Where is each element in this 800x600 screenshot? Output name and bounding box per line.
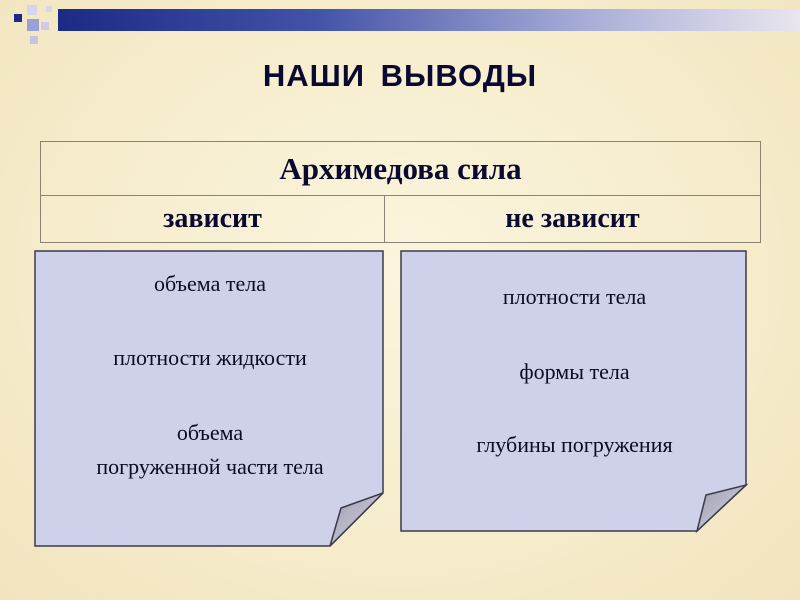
decor-square (14, 14, 22, 22)
decor-square (27, 19, 39, 31)
summary-table (40, 141, 761, 243)
decor-square (46, 6, 52, 12)
depends-item: объема (176, 420, 244, 445)
not-depends-item: плотности тела (502, 284, 647, 309)
decor-square (27, 5, 37, 15)
decor-square (30, 36, 38, 44)
not-depends-header: не зависит (505, 203, 640, 234)
not-depends-item: формы тела (519, 359, 630, 384)
depends-header: зависит (41, 196, 385, 242)
not-depends-item: глубины погружения (476, 432, 673, 457)
table-heading: Архимедова сила (41, 142, 760, 196)
not-depends-card (400, 250, 749, 534)
depends-item: плотности жидкости (113, 345, 307, 370)
page-title: НАШИ ВЫВОДЫ (262, 58, 538, 93)
depends-card (34, 250, 386, 548)
depends-item: объема тела (154, 271, 266, 296)
decor-square (41, 22, 49, 30)
header-gradient-bar (58, 9, 800, 31)
depends-item: погруженной части тела (96, 454, 324, 479)
